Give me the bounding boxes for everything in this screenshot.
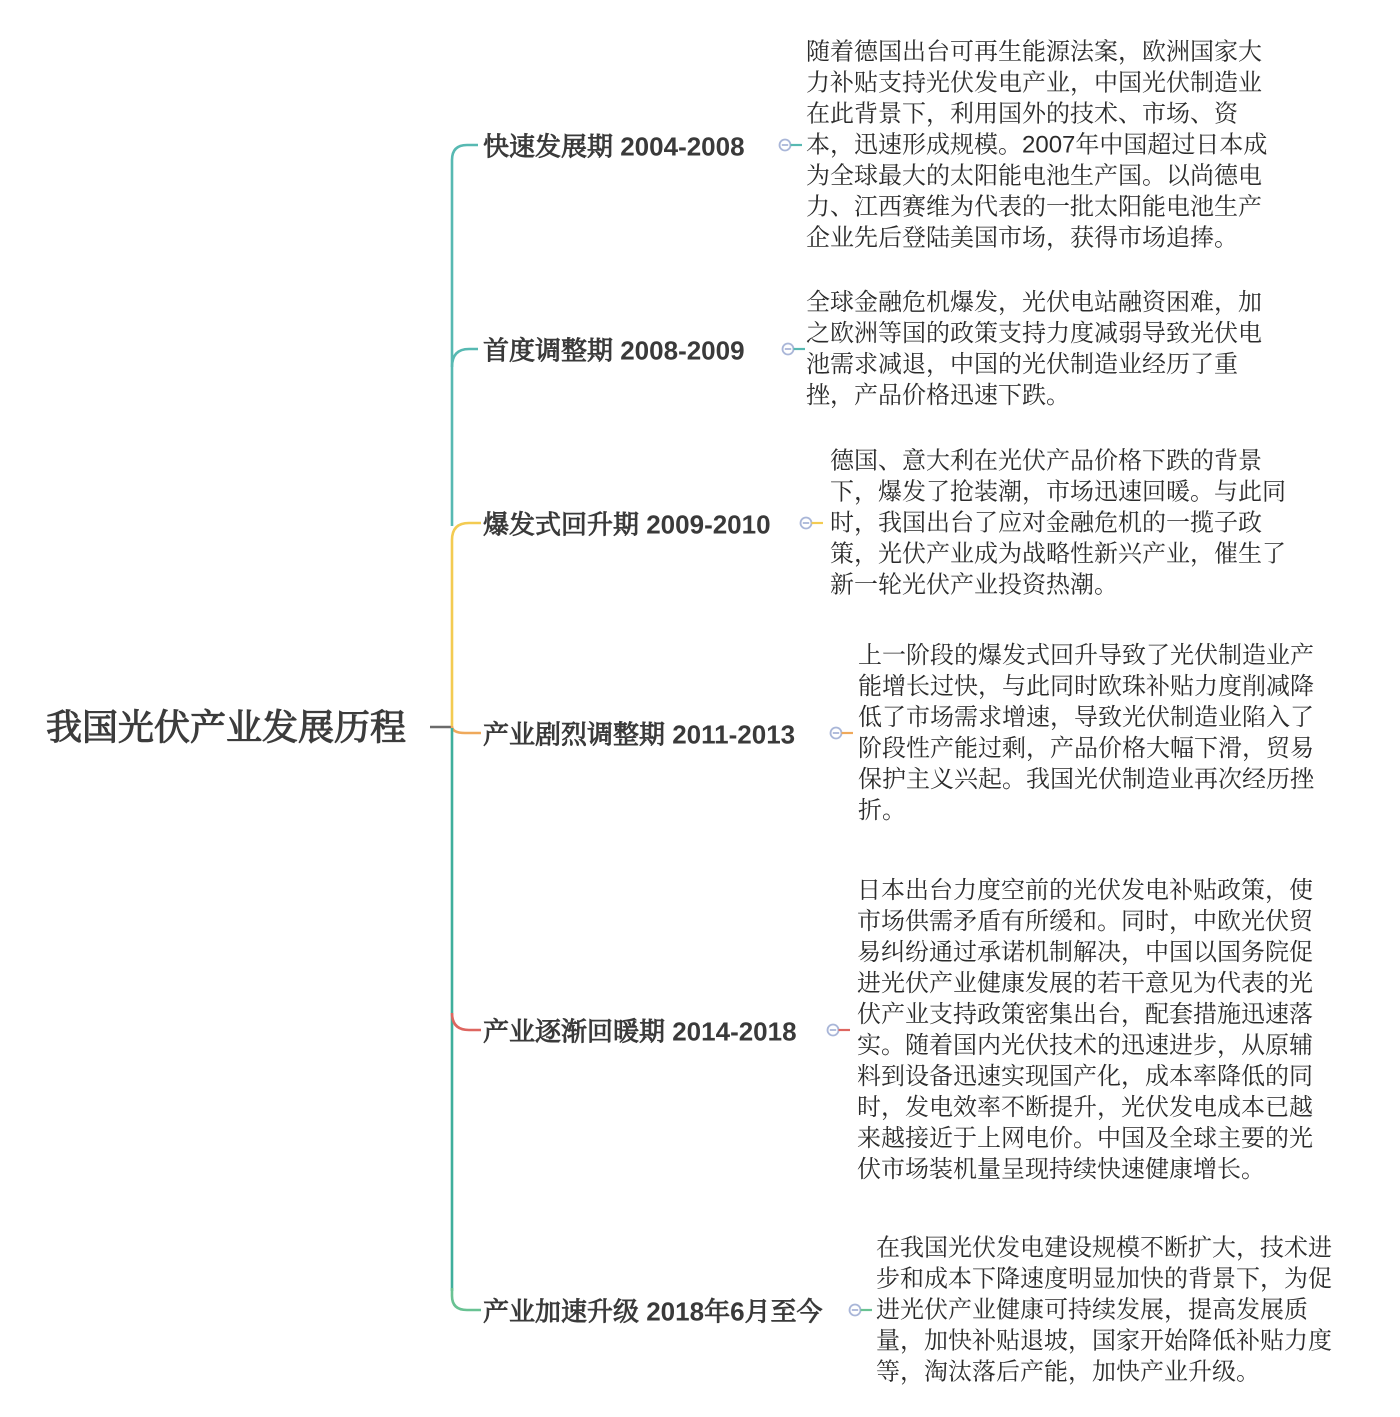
branch-topic-4[interactable]: 产业剧烈调整期 2011-2013 bbox=[483, 719, 796, 750]
branch-6-line bbox=[452, 1288, 481, 1310]
branch-1-line bbox=[452, 145, 478, 526]
branch-5-line bbox=[452, 1013, 481, 1030]
branch-topic-1[interactable]: 快速发展期 2004-2008 bbox=[483, 131, 745, 162]
branch-note-5[interactable]: 日本出台力度空前的光伏发电补贴政策，使市场供需矛盾有所缓和。同时，中欧光伏贸易纠纷通过承诺机制解决，中国以国务院促进光伏产业健康发展的若干意见为代表的光伏产业支持政策密集出台，配套措施迅速落实。随着国内光伏技术的迅速进步，从原辅料到设备迅速实现国产化，成本率降低的同时，发电效率不断提升，光伏发电成本已越来越接近于上网电价。中国及全球主要的光伏市场装机量呈现持续快速健康增长。 bbox=[857, 877, 1313, 1183]
branch-2-line bbox=[452, 349, 478, 367]
branch-topic-3[interactable]: 爆发式回升期 2009-2010 bbox=[483, 509, 771, 540]
collapse-handle-2[interactable] bbox=[783, 344, 806, 355]
branch-note-3[interactable]: 德国、意大利在光伏产品价格下跌的背景下，爆发了抢装潮，市场迅速回暖。与此同时，我国出台了应对金融危机的一揽子政策，光伏产业成为战略性新兴产业，催生了新一轮光伏产业投资热潮。 bbox=[830, 447, 1286, 599]
branch-topic-6[interactable]: 产业加速升级 2018年6月至今 bbox=[483, 1296, 823, 1327]
collapse-handle-6[interactable] bbox=[850, 1305, 873, 1316]
collapse-handle-5[interactable] bbox=[828, 1025, 851, 1036]
root-topic[interactable]: 我国光伏产业发展历程 bbox=[46, 706, 407, 748]
branch-3-line bbox=[452, 523, 481, 726]
collapse-handle-1[interactable] bbox=[780, 140, 803, 151]
branch-note-2[interactable]: 全球金融危机爆发，光伏电站融资困难，加之欧洲等国的政策支持力度减弱导致光伏电池需求减退，中国的光伏制造业经历了重挫，产品价格迅速下跌。 bbox=[806, 289, 1262, 409]
branch-4-line bbox=[452, 726, 481, 733]
branch-note-1[interactable]: 随着德国出台可再生能源法案，欧洲国家大力补贴支持光伏发电产业，中国光伏制造业在此背景下，利用国外的技术、市场、资本，迅速形成规模。2007年中国超过日本成为全球最大的太阳能电池生产国。以尚德电力、江西赛维为代表的一批太阳能电池生产企业先后登陆美国市场，获得市场追捧。 bbox=[806, 38, 1268, 252]
branch-note-4[interactable]: 上一阶段的爆发式回升导致了光伏制造业产能增长过快，与此同时欧珠补贴力度削减降低了市场需求增速，导致光伏制造业陷入了阶段性产能过剩，产品价格大幅下滑，贸易保护主义兴起。我国光伏制造业再次经历挫折。 bbox=[858, 642, 1314, 824]
collapse-handle-4[interactable] bbox=[831, 728, 854, 739]
branch-topic-5[interactable]: 产业逐渐回暖期 2014-2018 bbox=[483, 1016, 797, 1047]
collapse-handle-3[interactable] bbox=[801, 518, 824, 529]
branch-topic-2[interactable]: 首度调整期 2008-2009 bbox=[483, 335, 745, 366]
branch-note-6[interactable]: 在我国光伏发电建设规模不断扩大，技术进步和成本下降速度明显加快的背景下，为促进光伏产业健康可持续发展，提高发展质量，加快补贴退坡，国家开始降低补贴力度等，淘汰落后产能，加快产业升级。 bbox=[876, 1234, 1332, 1386]
